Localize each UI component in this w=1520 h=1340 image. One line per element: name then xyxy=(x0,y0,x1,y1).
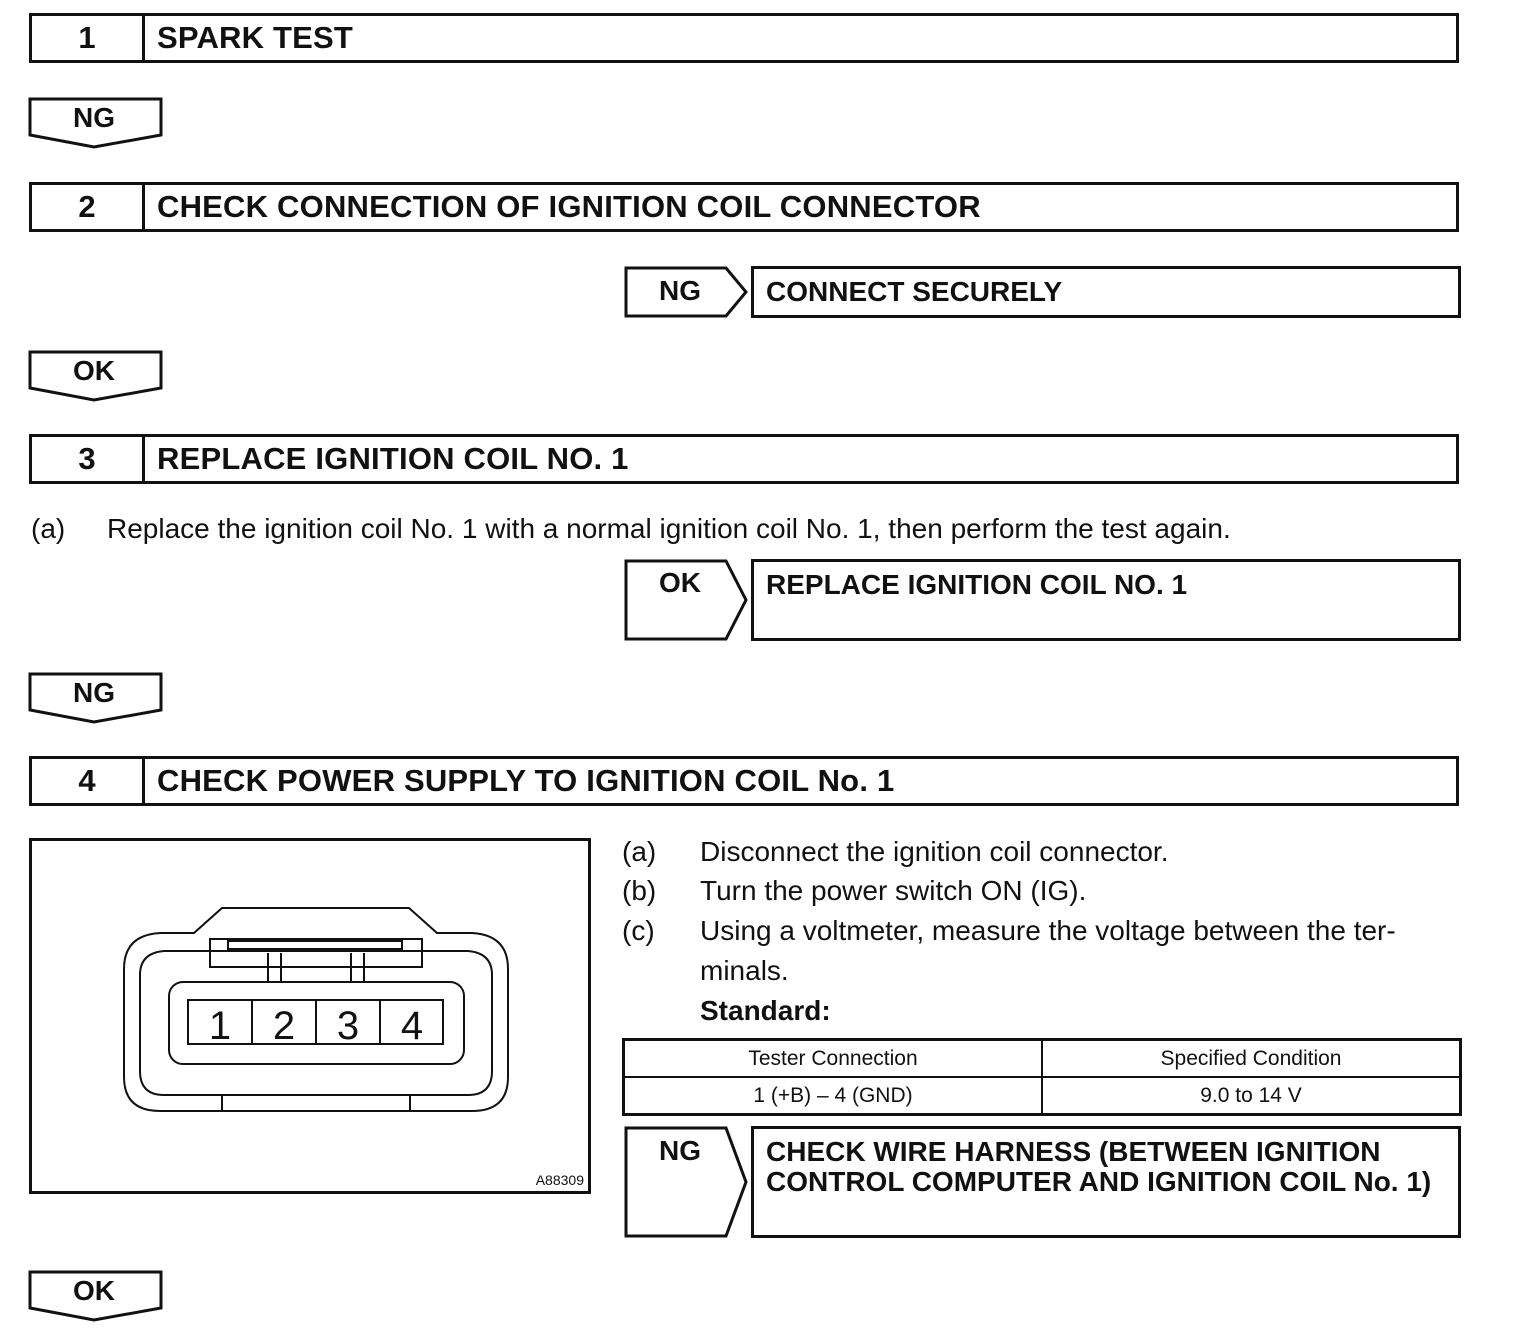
flow-label: OK xyxy=(73,355,115,386)
step-number: 1 xyxy=(32,16,145,60)
column-header: Tester Connection xyxy=(624,1040,1043,1078)
flow-down-ng-1 xyxy=(28,97,165,149)
connector-figure xyxy=(29,838,591,1194)
step-number: 2 xyxy=(32,185,145,229)
instruction-text: Turn the power switch ON (IG). xyxy=(700,875,1087,906)
table-header-row xyxy=(624,1040,1461,1078)
instruction-text: Using a voltmeter, measure the voltage between the ter- xyxy=(700,915,1396,946)
step-title: CHECK CONNECTION OF IGNITION COIL CONNECTOR xyxy=(157,189,981,224)
step-title: SPARK TEST xyxy=(157,20,354,55)
terminal-4-label: 4 xyxy=(400,1004,424,1048)
step-number: 4 xyxy=(32,759,145,803)
step-2-header xyxy=(29,182,1459,232)
connector-diagram xyxy=(32,841,588,1191)
instruction-marker: (a) xyxy=(622,836,657,867)
branch-result-replace: REPLACE IGNITION COIL NO. 1 xyxy=(751,559,1461,641)
table-row xyxy=(624,1077,1461,1115)
flow-label: OK xyxy=(73,1275,115,1306)
branch-label: OK xyxy=(659,567,701,598)
figure-code: A88309 xyxy=(535,1172,584,1188)
terminal-3-label: 3 xyxy=(336,1004,360,1048)
spec-table xyxy=(622,1038,1462,1116)
instruction-text-cont: minals. xyxy=(700,955,789,986)
branch-ok-arrow xyxy=(624,559,750,641)
instruction-text: Disconnect the ignition coil connector. xyxy=(700,836,1169,867)
table-cell: 9.0 to 14 V xyxy=(1042,1077,1461,1115)
step-number: 3 xyxy=(32,437,145,481)
step-title: REPLACE IGNITION COIL NO. 1 xyxy=(157,441,629,476)
branch-result-check-harness: CHECK WIRE HARNESS (BETWEEN IGNITION CONTROL COMPUTER AND IGNITION COIL No. 1) xyxy=(751,1126,1461,1238)
flow-down-ok-1 xyxy=(28,350,165,402)
branch-label: NG xyxy=(659,275,701,306)
step-1-header xyxy=(29,13,1459,63)
column-header: Specified Condition xyxy=(1042,1040,1461,1078)
standard-label: Standard: xyxy=(700,995,831,1026)
terminal-2-label: 2 xyxy=(272,1004,296,1048)
step-3-header xyxy=(29,434,1459,484)
flow-down-ok-2 xyxy=(28,1270,165,1322)
flow-down-ng-2 xyxy=(28,672,165,724)
instruction-text: Replace the ignition coil No. 1 with a normal ignition coil No. 1, then perform the test again. xyxy=(107,513,1231,544)
branch-label: NG xyxy=(659,1135,701,1166)
flow-label: NG xyxy=(73,102,115,133)
terminal-1-label: 1 xyxy=(208,1004,232,1048)
instruction-marker: (c) xyxy=(622,915,655,946)
branch-ng-arrow xyxy=(624,266,750,318)
branch-ng-arrow xyxy=(624,1126,750,1238)
branch-result-connect: CONNECT SECURELY xyxy=(751,266,1461,318)
step-4-header xyxy=(29,756,1459,806)
table-cell: 1 (+B) – 4 (GND) xyxy=(624,1077,1043,1115)
flow-label: NG xyxy=(73,677,115,708)
instruction-marker: (a) xyxy=(31,513,66,544)
step-title: CHECK POWER SUPPLY TO IGNITION COIL No. 1 xyxy=(157,763,895,798)
instruction-marker: (b) xyxy=(622,875,657,906)
